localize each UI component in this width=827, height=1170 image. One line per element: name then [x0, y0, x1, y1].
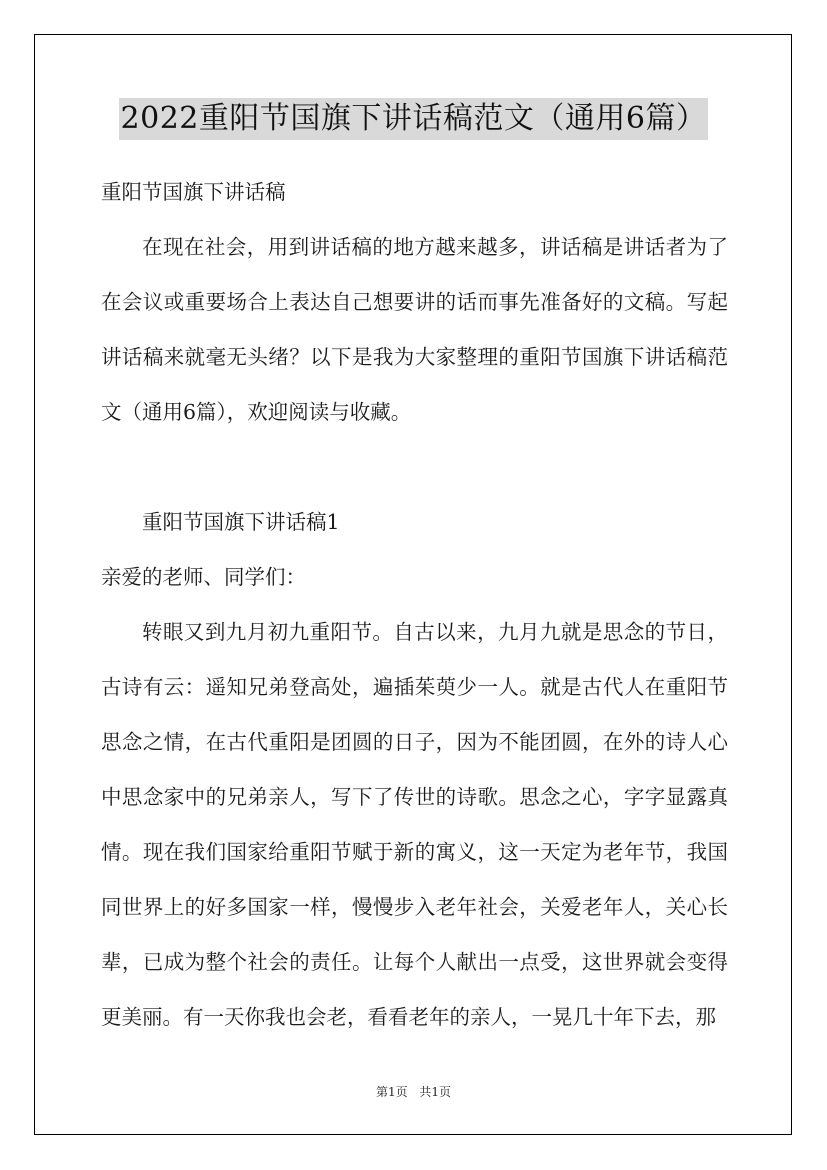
- document-body: [101, 165, 728, 1045]
- body-paragraph: 转眼又到九月初九重阳节。自古以来，九月九就是思念的节日，古诗有云：遥知兄弟登高处，遍插茱萸少一人。就是古代人在重阳节思念之情，在古代重阳是团圆的日子，因为不能团圆，在外的诗人心中思念家中的兄弟亲人，写下了传世的诗歌。思念之心，字字显露真情。现在我们国家给重阳节赋于新的寓义，这一天定为老年节，我国同世界上的好多国家一样，慢慢步入老年社会，关爱老年人，关心长辈，已成为整个社会的责任。让每个人献出一点受，这世界就会变得更美丽。有一天你我也会老，看看老年的亲人，一晃几十年下去，那: [101, 620, 728, 1029]
- total-pages: 共1页: [419, 1085, 452, 1099]
- section-title: 重阳节国旗下讲话稿1: [142, 510, 340, 534]
- document-heading: 重阳节国旗下讲话稿: [101, 180, 286, 204]
- title-container: [0, 98, 827, 140]
- document-title: 2022重阳节国旗下讲话稿范文（通用6篇）: [119, 98, 709, 140]
- greeting: 亲爱的老师、同学们：: [101, 565, 306, 589]
- intro-paragraph: 在现在社会，用到讲话稿的地方越来越多，讲话稿是讲话者为了在会议或重要场合上表达自己想要讲的话而事先准备好的文稿。写起讲话稿来就毫无头绪？以下是我为大家整理的重阳节国旗下讲话稿范文（通用6篇），欢迎阅读与收藏。: [101, 235, 728, 424]
- page-footer: [0, 1083, 827, 1100]
- page-number: 第1页: [375, 1085, 408, 1099]
- paragraph-gap: [101, 440, 728, 495]
